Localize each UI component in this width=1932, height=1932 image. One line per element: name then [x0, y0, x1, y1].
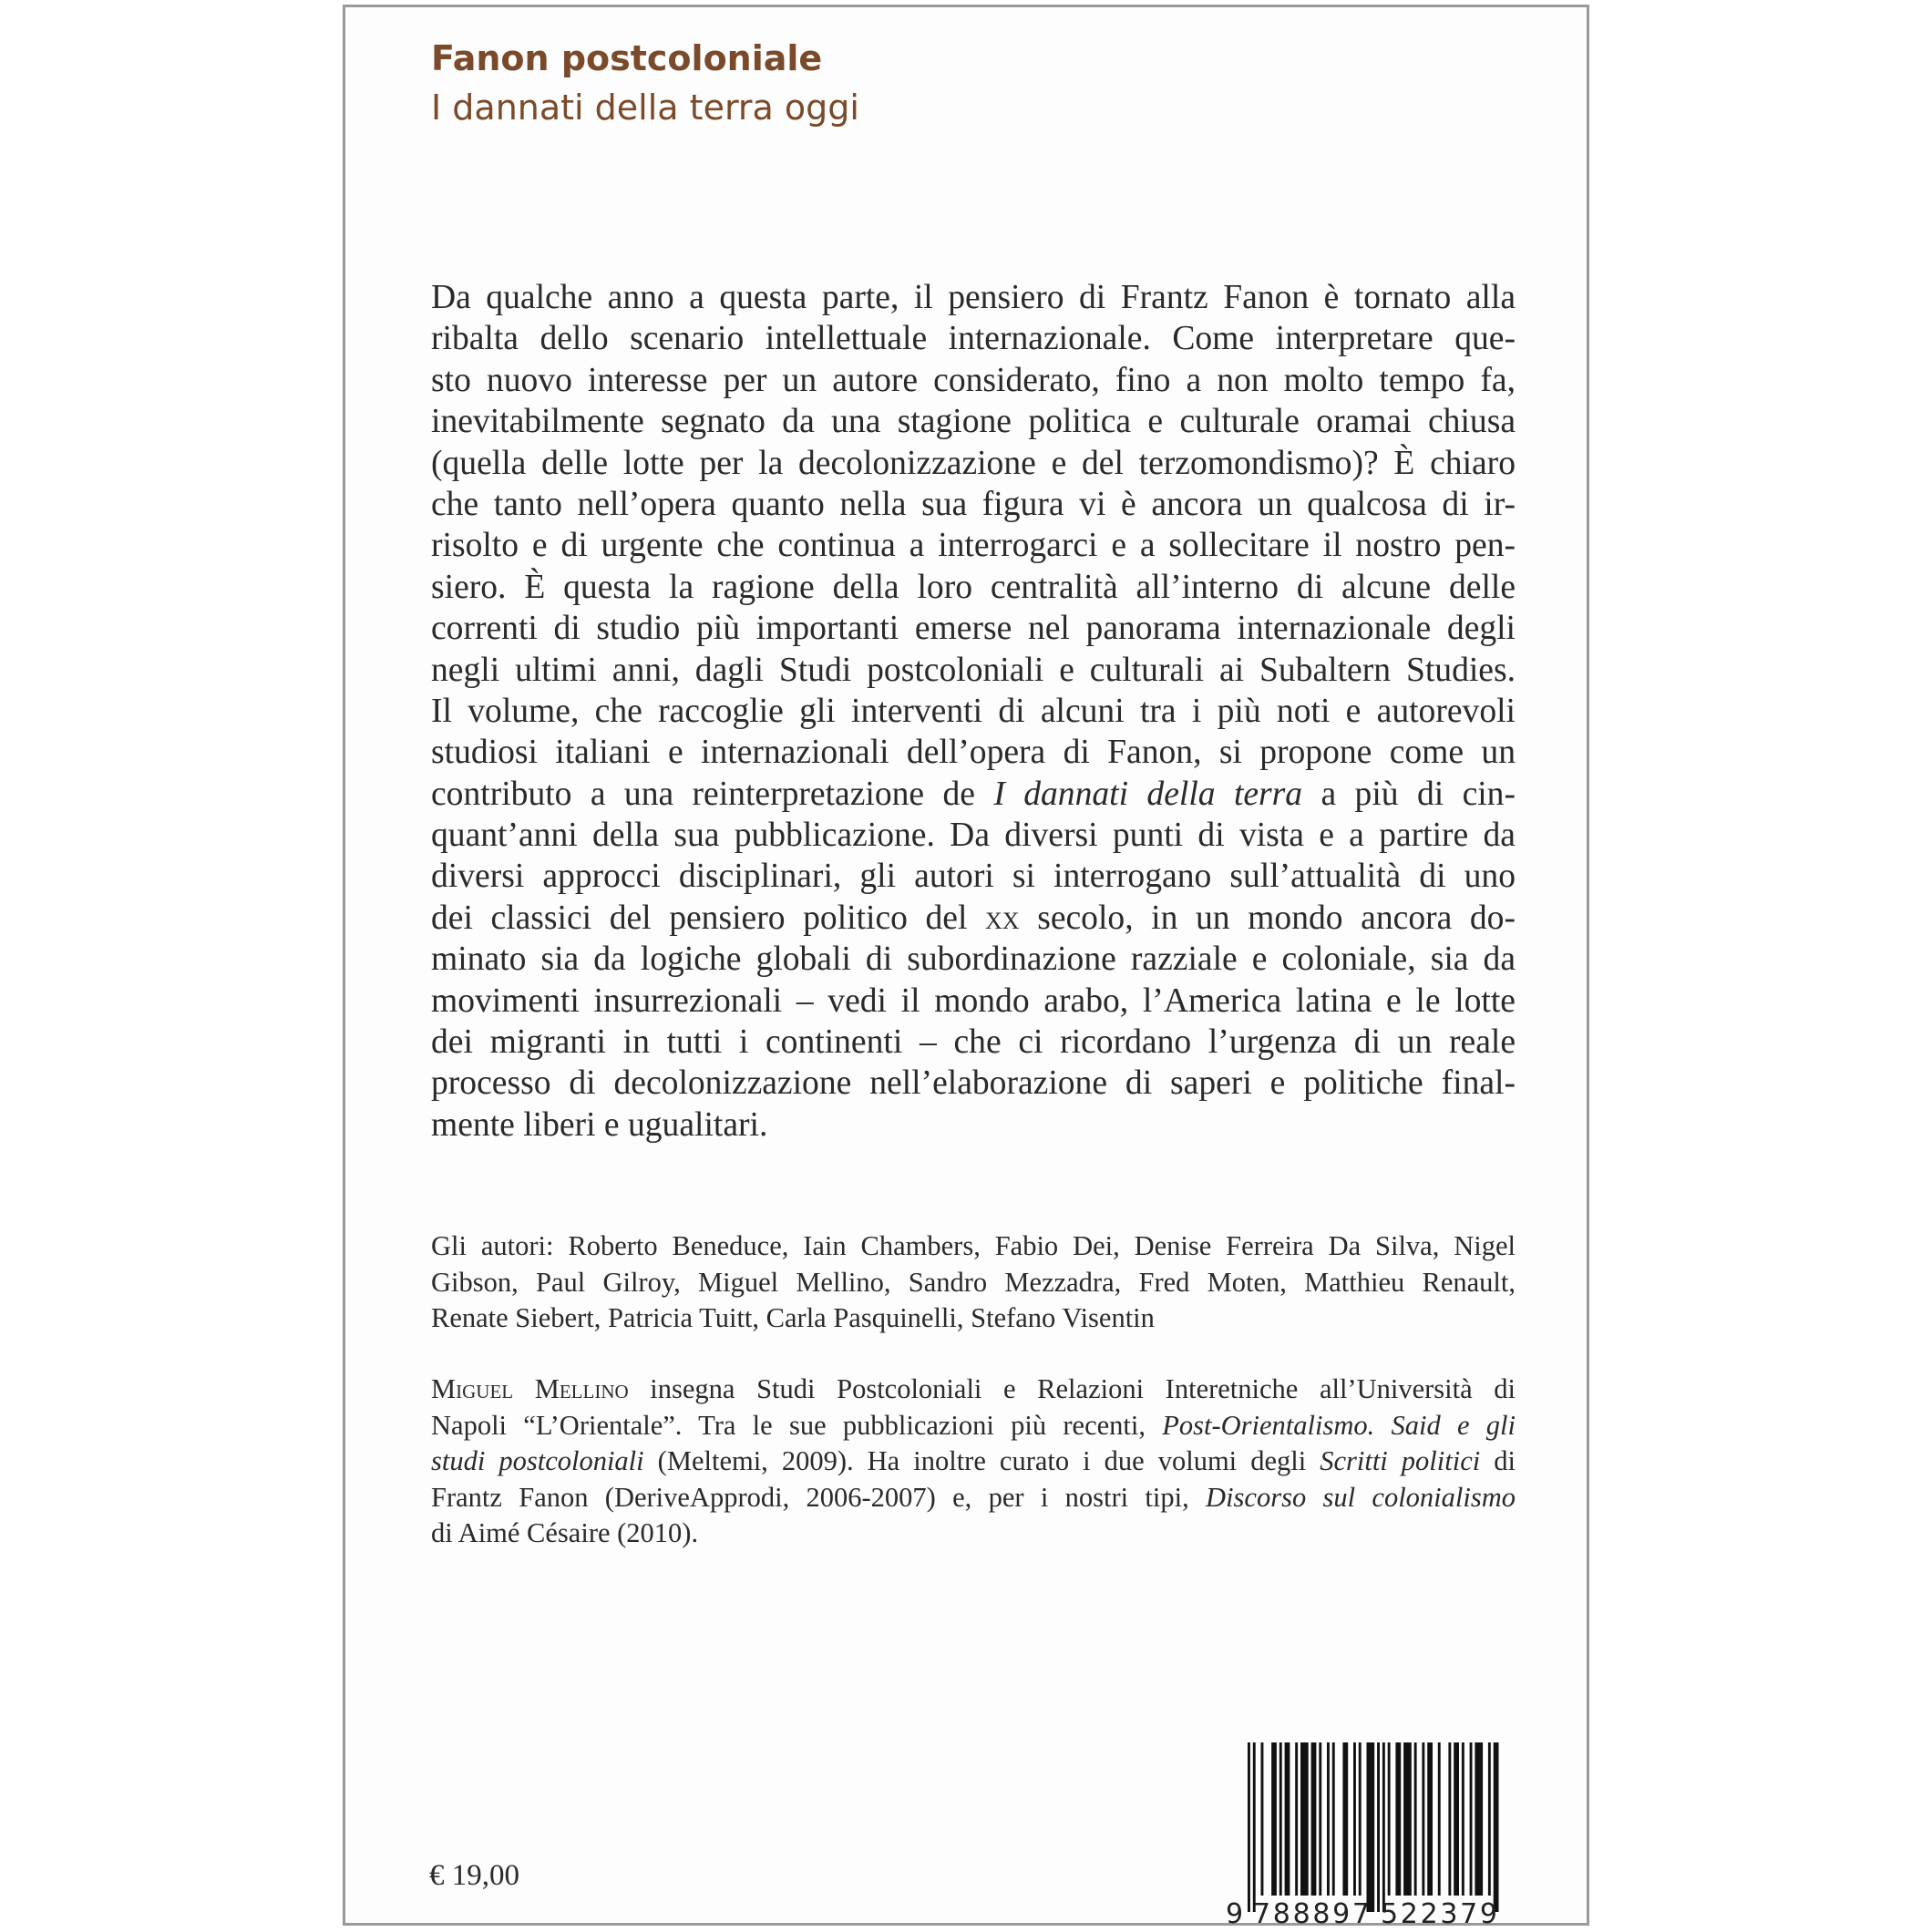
barcode-bar: [1285, 1742, 1290, 1896]
publication-title: Scritti politici: [1320, 1445, 1481, 1476]
publication-title: Discorso sul colonialismo: [1206, 1481, 1516, 1513]
book-subtitle: I dannati della terra oggi: [431, 87, 859, 128]
barcode-digits-left: 788897: [1253, 1898, 1370, 1925]
blurb-line: inevitabilmente segnato da una stagione politica e culturale oramai chiusa: [431, 403, 1516, 441]
authors-line: Gli autori: Roberto Beneduce, Iain Chambers, Fabio Dei, Denise Ferreira Da Silva, Nigel: [431, 1230, 1516, 1261]
blurb-line: dei migranti in tutti i continenti – che ci ricordano l’urgenza di un reale: [431, 1023, 1516, 1062]
blurb-line: sto nuovo interesse per un autore considerato, fino a non molto tempo fa,: [431, 361, 1516, 399]
barcode-bar: [1327, 1742, 1330, 1896]
blurb-line: Da qualche anno a questa parte, il pensiero di Frantz Fanon è tornato alla: [431, 279, 1516, 316]
blurb-line: Il volume, che raccoglie gli interventi di alcuni tra i più noti e autorevoli: [431, 692, 1516, 730]
blurb-text: a più di cin-: [1302, 775, 1516, 813]
barcode-bar: [1475, 1742, 1483, 1896]
blurb-line: [431, 898, 1516, 939]
barcode-bar: [1462, 1742, 1464, 1896]
barcode-bar: [1248, 1742, 1250, 1912]
barcode-bar: [1377, 1742, 1380, 1912]
barcode-bar: [1300, 1742, 1309, 1896]
blurb-line: diversi approcci disciplinari, gli autori si interrogano sull’attualità di uno: [431, 858, 1516, 896]
barcode-bar: [1382, 1742, 1385, 1912]
barcode-bar: [1454, 1742, 1459, 1896]
blurb-line: movimenti insurrezionali – vedi il mondo arabo, l’America latina e le lotte: [431, 981, 1516, 1020]
bio-text: (Meltemi, 2009). Ha inoltre curato i due volumi degli: [643, 1445, 1321, 1476]
barcode-bar: [1261, 1742, 1264, 1896]
blurb-line: (quella delle lotte per la decolonizzazione e del terzomondismo)? È chiaro: [431, 444, 1516, 482]
bio-line: [431, 1480, 1516, 1516]
barcode-bar: [1342, 1742, 1348, 1896]
book-back-cover: [343, 5, 1589, 1926]
barcode-bar: [1422, 1742, 1424, 1896]
blurb-text: contributo a una reinterpretazione de: [431, 775, 994, 813]
publication-title: studi postcoloniali: [431, 1445, 644, 1476]
barcode-bar: [1271, 1742, 1277, 1896]
authors-list: [431, 1228, 1516, 1337]
barcode-bar: [1395, 1742, 1401, 1896]
barcode-bar: [1403, 1742, 1412, 1896]
authors-line: Renate Siebert, Patricia Tuitt, Carla Pasquinelli, Stefano Visentin: [431, 1302, 1155, 1333]
century-numeral: xx: [985, 899, 1020, 937]
bio-text: insegna Studi Postcoloniali e Relazioni Interetniche all’Università di: [628, 1373, 1516, 1404]
barcode-bar: [1494, 1742, 1499, 1912]
barcode-bar: [1319, 1742, 1321, 1896]
barcode-bar: [1253, 1742, 1256, 1912]
blurb-line: siero. È questa la ragione della loro centralità all’interno di alcune delle: [431, 568, 1516, 606]
barcode-bar: [1367, 1742, 1375, 1912]
blurb-line: risolto e di urgente che continua a interrogarci e a sollecitare il nostro pen-: [431, 527, 1516, 565]
barcode-bar: [1438, 1742, 1441, 1896]
bio-line: di Aimé Césaire (2010).: [431, 1517, 699, 1548]
price-label: € 19,00: [429, 1859, 519, 1892]
barcode-bar: [1279, 1742, 1282, 1896]
barcode-bar: [1488, 1742, 1491, 1896]
blurb-line: mente liberi e ugualitari.: [431, 1105, 768, 1144]
barcode-bar: [1353, 1742, 1356, 1896]
blurb-line: minato sia da logiche globali di subordinazione razziale e coloniale, sia da: [431, 940, 1516, 979]
barcode-bar: [1448, 1742, 1451, 1896]
barcode-digit-first: 9: [1226, 1898, 1244, 1925]
barcode-bar: [1311, 1742, 1317, 1896]
blurb-line: negli ultimi anni, dagli Studi postcoloniali e culturali ai Subaltern Studies.: [431, 651, 1516, 689]
barcode-bar: [1414, 1742, 1417, 1896]
barcode-bar: [1359, 1742, 1362, 1896]
bio-line: [431, 1372, 1516, 1408]
editor-name: Miguel Mellino: [431, 1373, 629, 1404]
blurb-text: dei classici del pensiero politico del: [431, 899, 986, 937]
blurb-line: quant’anni della sua pubblicazione. Da diversi punti di vista e a partire da: [431, 817, 1516, 855]
blurb-text: secolo, in un mondo ancora do-: [1019, 899, 1516, 937]
barcode-bar: [1388, 1742, 1391, 1896]
barcode-bar: [1295, 1742, 1298, 1896]
barcode-bar: [1332, 1742, 1335, 1896]
bio-text: Frantz Fanon (DeriveApprodi, 2006-2007) e, per i nostri tipi,: [431, 1481, 1207, 1513]
bio-line: [431, 1408, 1516, 1444]
bio-text: di: [1480, 1445, 1516, 1476]
blurb-line: correnti di studio più importanti emerse nel panorama internazionale degli: [431, 610, 1516, 648]
barcode-bar: [1470, 1742, 1473, 1896]
barcode-bar: [1427, 1742, 1433, 1896]
barcode-digits-right: 522379: [1381, 1898, 1497, 1925]
barcode-bars: [1248, 1742, 1499, 1912]
blurb-line: studiosi italiani e internazionali dell’opera di Fanon, si propone come un: [431, 734, 1516, 772]
blurb-line: che tanto nell’opera quanto nella sua figura vi è ancora un qualcosa di ir-: [431, 485, 1516, 523]
bio-line: [431, 1444, 1516, 1480]
authors-line: Gibson, Paul Gilroy, Miguel Mellino, Sandro Mezzadra, Fred Moten, Matthieu Renault,: [431, 1266, 1516, 1298]
book-title: Fanon postcoloniale: [431, 38, 823, 78]
book-title-reference: I dannati della terra: [993, 775, 1303, 813]
blurb-line: ribalta dello scenario intellettuale internazionale. Come interpretare que-: [431, 320, 1516, 358]
publication-title: Post-Orientalismo. Said e gli: [1162, 1409, 1516, 1441]
bio-text: Napoli “L’Orientale”. Tra le sue pubblicazioni più recenti,: [431, 1409, 1163, 1441]
blurb-line: processo di decolonizzazione nell’elaborazione di saperi e politiche final-: [431, 1064, 1516, 1103]
blurb-line: [431, 774, 1516, 815]
isbn-barcode: [1224, 1742, 1516, 1925]
blurb-paragraph: [431, 277, 1516, 1146]
editor-bio: [431, 1372, 1516, 1552]
